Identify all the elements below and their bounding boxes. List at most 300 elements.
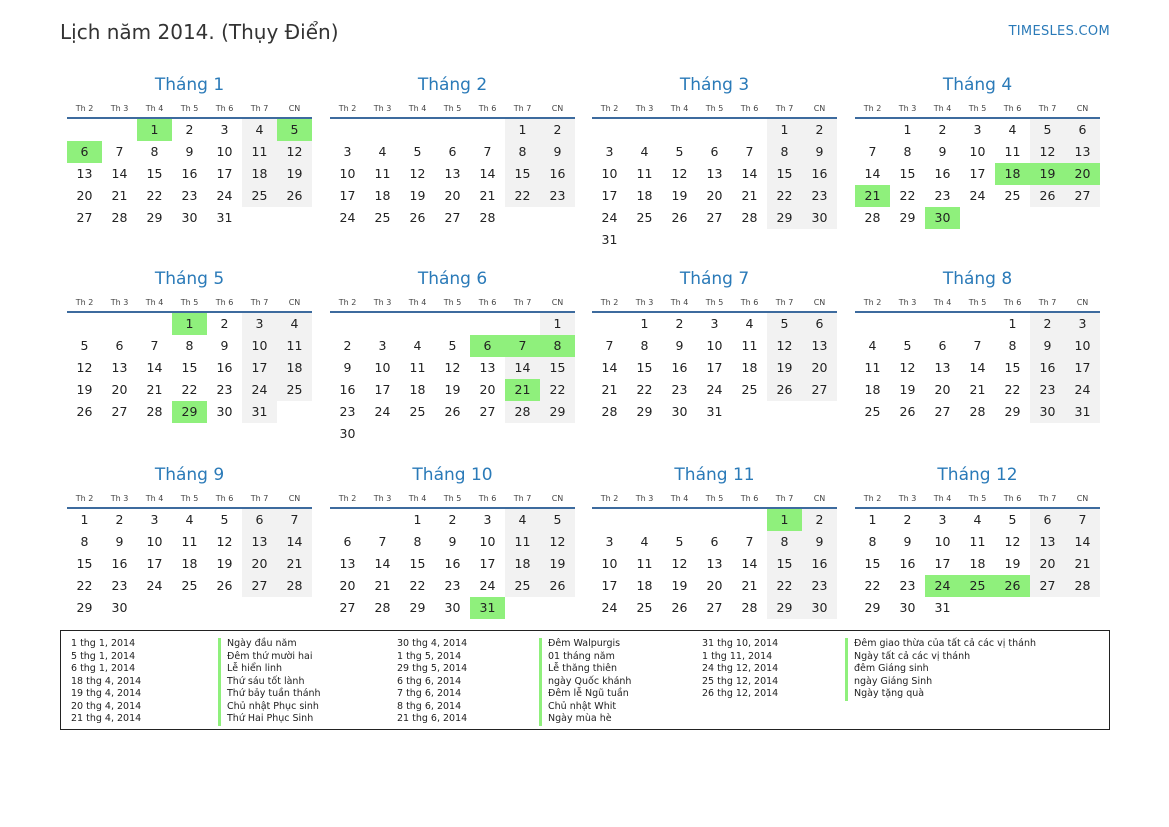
day-cell[interactable]: 4 <box>505 509 540 531</box>
day-cell[interactable]: 19 <box>277 163 312 185</box>
day-cell[interactable]: 13 <box>444 166 461 181</box>
day-cell[interactable]: 21 <box>374 578 391 593</box>
holiday-day-cell[interactable]: 21 <box>505 379 540 401</box>
day-cell[interactable]: 1 <box>640 316 649 331</box>
day-cell[interactable]: 12 <box>671 166 688 181</box>
day-cell[interactable]: 14 <box>969 360 986 375</box>
day-cell[interactable]: 10 <box>479 534 496 549</box>
day-cell[interactable]: 5 <box>903 338 912 353</box>
day-cell[interactable]: 28 <box>111 210 128 225</box>
day-cell[interactable]: 2 <box>115 512 124 527</box>
day-cell[interactable]: 14 <box>277 531 312 553</box>
day-cell[interactable]: 28 <box>969 404 986 419</box>
day-cell[interactable]: 14 <box>505 357 540 379</box>
day-cell[interactable]: 26 <box>767 379 802 401</box>
day-cell[interactable]: 24 <box>1065 379 1100 401</box>
day-cell[interactable]: 3 <box>938 512 947 527</box>
day-cell[interactable]: 11 <box>636 556 653 571</box>
day-cell[interactable]: 7 <box>605 338 614 353</box>
holiday-day-cell[interactable]: 1 <box>172 313 207 335</box>
day-cell[interactable]: 7 <box>150 338 159 353</box>
day-cell[interactable]: 13 <box>1030 531 1065 553</box>
day-cell[interactable]: 24 <box>242 379 277 401</box>
day-cell[interactable]: 2 <box>802 119 837 141</box>
day-cell[interactable]: 27 <box>706 600 723 615</box>
holiday-day-cell[interactable]: 5 <box>277 119 312 141</box>
day-cell[interactable]: 24 <box>216 188 233 203</box>
day-cell[interactable]: 16 <box>802 163 837 185</box>
day-cell[interactable]: 24 <box>479 578 496 593</box>
day-cell[interactable]: 19 <box>671 188 688 203</box>
holiday-day-cell[interactable]: 7 <box>505 335 540 357</box>
day-cell[interactable]: 1 <box>505 119 540 141</box>
day-cell[interactable]: 3 <box>378 338 387 353</box>
day-cell[interactable]: 20 <box>934 382 951 397</box>
day-cell[interactable]: 6 <box>710 534 719 549</box>
day-cell[interactable]: 18 <box>277 357 312 379</box>
day-cell[interactable]: 4 <box>640 144 649 159</box>
holiday-day-cell[interactable]: 20 <box>1065 163 1100 185</box>
day-cell[interactable]: 20 <box>76 188 93 203</box>
day-cell[interactable]: 28 <box>864 210 881 225</box>
day-cell[interactable]: 13 <box>76 166 93 181</box>
day-cell[interactable]: 5 <box>767 313 802 335</box>
day-cell[interactable]: 15 <box>767 163 802 185</box>
day-cell[interactable]: 17 <box>934 556 951 571</box>
holiday-day-cell[interactable]: 30 <box>925 207 960 229</box>
day-cell[interactable]: 9 <box>185 144 194 159</box>
day-cell[interactable]: 17 <box>339 188 356 203</box>
day-cell[interactable]: 29 <box>1004 404 1021 419</box>
day-cell[interactable]: 14 <box>479 166 496 181</box>
day-cell[interactable]: 10 <box>969 144 986 159</box>
day-cell[interactable]: 28 <box>741 600 758 615</box>
day-cell[interactable]: 4 <box>1008 122 1017 137</box>
day-cell[interactable]: 27 <box>706 210 723 225</box>
day-cell[interactable]: 14 <box>1065 531 1100 553</box>
day-cell[interactable]: 2 <box>448 512 457 527</box>
day-cell[interactable]: 2 <box>540 119 575 141</box>
day-cell[interactable]: 17 <box>146 556 163 571</box>
holiday-day-cell[interactable]: 24 <box>925 575 960 597</box>
day-cell[interactable]: 18 <box>374 188 391 203</box>
day-cell[interactable]: 14 <box>601 360 618 375</box>
day-cell[interactable]: 13 <box>339 556 356 571</box>
day-cell[interactable]: 15 <box>146 166 163 181</box>
day-cell[interactable]: 10 <box>601 166 618 181</box>
holiday-day-cell[interactable]: 26 <box>995 575 1030 597</box>
day-cell[interactable]: 15 <box>181 360 198 375</box>
day-cell[interactable]: 3 <box>605 144 614 159</box>
day-cell[interactable]: 13 <box>802 335 837 357</box>
day-cell[interactable]: 19 <box>216 556 233 571</box>
day-cell[interactable]: 24 <box>146 578 163 593</box>
day-cell[interactable]: 28 <box>601 404 618 419</box>
day-cell[interactable]: 25 <box>741 382 758 397</box>
day-cell[interactable]: 17 <box>601 188 618 203</box>
day-cell[interactable]: 4 <box>868 338 877 353</box>
day-cell[interactable]: 19 <box>1004 556 1021 571</box>
day-cell[interactable]: 2 <box>1030 313 1065 335</box>
day-cell[interactable]: 25 <box>636 210 653 225</box>
day-cell[interactable]: 6 <box>710 144 719 159</box>
day-cell[interactable]: 28 <box>741 210 758 225</box>
day-cell[interactable]: 8 <box>150 144 159 159</box>
day-cell[interactable]: 22 <box>767 575 802 597</box>
day-cell[interactable]: 8 <box>1008 338 1017 353</box>
day-cell[interactable]: 21 <box>1065 553 1100 575</box>
day-cell[interactable]: 19 <box>671 578 688 593</box>
day-cell[interactable]: 8 <box>185 338 194 353</box>
day-cell[interactable]: 25 <box>242 185 277 207</box>
day-cell[interactable]: 27 <box>76 210 93 225</box>
day-cell[interactable]: 19 <box>767 357 802 379</box>
day-cell[interactable]: 28 <box>505 401 540 423</box>
day-cell[interactable]: 3 <box>973 122 982 137</box>
day-cell[interactable]: 22 <box>767 185 802 207</box>
day-cell[interactable]: 7 <box>868 144 877 159</box>
day-cell[interactable]: 21 <box>111 188 128 203</box>
day-cell[interactable]: 29 <box>899 210 916 225</box>
holiday-day-cell[interactable]: 1 <box>137 119 172 141</box>
day-cell[interactable]: 19 <box>76 382 93 397</box>
day-cell[interactable]: 6 <box>343 534 352 549</box>
day-cell[interactable]: 15 <box>505 163 540 185</box>
day-cell[interactable]: 10 <box>934 534 951 549</box>
day-cell[interactable]: 26 <box>671 600 688 615</box>
day-cell[interactable]: 4 <box>378 144 387 159</box>
day-cell[interactable]: 5 <box>413 144 422 159</box>
day-cell[interactable]: 3 <box>483 512 492 527</box>
day-cell[interactable]: 12 <box>444 360 461 375</box>
day-cell[interactable]: 11 <box>741 338 758 353</box>
day-cell[interactable]: 11 <box>636 166 653 181</box>
day-cell[interactable]: 29 <box>767 597 802 619</box>
day-cell[interactable]: 9 <box>448 534 457 549</box>
day-cell[interactable]: 3 <box>343 144 352 159</box>
day-cell[interactable]: 2 <box>675 316 684 331</box>
day-cell[interactable]: 16 <box>671 360 688 375</box>
day-cell[interactable]: 8 <box>80 534 89 549</box>
day-cell[interactable]: 21 <box>601 382 618 397</box>
day-cell[interactable]: 5 <box>220 512 229 527</box>
day-cell[interactable]: 24 <box>339 210 356 225</box>
day-cell[interactable]: 15 <box>76 556 93 571</box>
day-cell[interactable]: 11 <box>277 335 312 357</box>
day-cell[interactable]: 7 <box>483 144 492 159</box>
day-cell[interactable]: 20 <box>339 578 356 593</box>
day-cell[interactable]: 20 <box>802 357 837 379</box>
day-cell[interactable]: 28 <box>277 575 312 597</box>
day-cell[interactable]: 5 <box>80 338 89 353</box>
day-cell[interactable]: 23 <box>444 578 461 593</box>
day-cell[interactable]: 10 <box>339 166 356 181</box>
day-cell[interactable]: 11 <box>1004 144 1021 159</box>
day-cell[interactable]: 4 <box>277 313 312 335</box>
day-cell[interactable]: 7 <box>378 534 387 549</box>
day-cell[interactable]: 24 <box>374 404 391 419</box>
day-cell[interactable]: 16 <box>934 166 951 181</box>
holiday-day-cell[interactable]: 31 <box>470 597 505 619</box>
day-cell[interactable]: 9 <box>802 141 837 163</box>
day-cell[interactable]: 17 <box>706 360 723 375</box>
day-cell[interactable]: 5 <box>540 509 575 531</box>
day-cell[interactable]: 9 <box>1030 335 1065 357</box>
day-cell[interactable]: 6 <box>938 338 947 353</box>
holiday-day-cell[interactable]: 1 <box>767 509 802 531</box>
day-cell[interactable]: 10 <box>242 335 277 357</box>
day-cell[interactable]: 19 <box>409 188 426 203</box>
day-cell[interactable]: 29 <box>636 404 653 419</box>
day-cell[interactable]: 10 <box>1065 335 1100 357</box>
day-cell[interactable]: 3 <box>1065 313 1100 335</box>
day-cell[interactable]: 16 <box>540 163 575 185</box>
day-cell[interactable]: 13 <box>934 360 951 375</box>
day-cell[interactable]: 12 <box>1030 141 1065 163</box>
day-cell[interactable]: 26 <box>444 404 461 419</box>
day-cell[interactable]: 30 <box>216 404 233 419</box>
day-cell[interactable]: 5 <box>448 338 457 353</box>
day-cell[interactable]: 17 <box>216 166 233 181</box>
day-cell[interactable]: 27 <box>934 404 951 419</box>
day-cell[interactable]: 28 <box>479 210 496 225</box>
day-cell[interactable]: 31 <box>706 404 723 419</box>
day-cell[interactable]: 11 <box>864 360 881 375</box>
day-cell[interactable]: 13 <box>1065 141 1100 163</box>
day-cell[interactable]: 14 <box>741 166 758 181</box>
day-cell[interactable]: 11 <box>969 534 986 549</box>
day-cell[interactable]: 11 <box>374 166 391 181</box>
day-cell[interactable]: 22 <box>505 185 540 207</box>
day-cell[interactable]: 11 <box>242 141 277 163</box>
day-cell[interactable]: 18 <box>969 556 986 571</box>
day-cell[interactable]: 30 <box>802 597 837 619</box>
day-cell[interactable]: 9 <box>675 338 684 353</box>
day-cell[interactable]: 25 <box>636 600 653 615</box>
day-cell[interactable]: 16 <box>111 556 128 571</box>
day-cell[interactable]: 9 <box>343 360 352 375</box>
day-cell[interactable]: 8 <box>413 534 422 549</box>
day-cell[interactable]: 25 <box>1004 188 1021 203</box>
day-cell[interactable]: 15 <box>540 357 575 379</box>
day-cell[interactable]: 15 <box>864 556 881 571</box>
day-cell[interactable]: 1 <box>540 313 575 335</box>
day-cell[interactable]: 30 <box>671 404 688 419</box>
day-cell[interactable]: 19 <box>444 382 461 397</box>
day-cell[interactable]: 13 <box>242 531 277 553</box>
day-cell[interactable]: 27 <box>339 600 356 615</box>
holiday-day-cell[interactable]: 19 <box>1030 163 1065 185</box>
day-cell[interactable]: 3 <box>605 534 614 549</box>
day-cell[interactable]: 12 <box>409 166 426 181</box>
holiday-day-cell[interactable]: 21 <box>855 185 890 207</box>
day-cell[interactable]: 15 <box>767 553 802 575</box>
day-cell[interactable]: 4 <box>745 316 754 331</box>
day-cell[interactable]: 8 <box>505 141 540 163</box>
day-cell[interactable]: 25 <box>409 404 426 419</box>
day-cell[interactable]: 15 <box>636 360 653 375</box>
day-cell[interactable]: 2 <box>903 512 912 527</box>
day-cell[interactable]: 7 <box>1065 509 1100 531</box>
day-cell[interactable]: 21 <box>479 188 496 203</box>
day-cell[interactable]: 8 <box>903 144 912 159</box>
day-cell[interactable]: 10 <box>374 360 391 375</box>
day-cell[interactable]: 12 <box>277 141 312 163</box>
day-cell[interactable]: 12 <box>76 360 93 375</box>
day-cell[interactable]: 2 <box>343 338 352 353</box>
day-cell[interactable]: 29 <box>409 600 426 615</box>
day-cell[interactable]: 11 <box>505 531 540 553</box>
day-cell[interactable]: 18 <box>505 553 540 575</box>
day-cell[interactable]: 3 <box>242 313 277 335</box>
day-cell[interactable]: 8 <box>868 534 877 549</box>
day-cell[interactable]: 23 <box>181 188 198 203</box>
day-cell[interactable]: 16 <box>1030 357 1065 379</box>
day-cell[interactable]: 12 <box>216 534 233 549</box>
day-cell[interactable]: 29 <box>767 207 802 229</box>
day-cell[interactable]: 23 <box>802 185 837 207</box>
day-cell[interactable]: 6 <box>448 144 457 159</box>
day-cell[interactable]: 3 <box>150 512 159 527</box>
day-cell[interactable]: 17 <box>969 166 986 181</box>
day-cell[interactable]: 13 <box>706 166 723 181</box>
day-cell[interactable]: 27 <box>479 404 496 419</box>
day-cell[interactable]: 20 <box>111 382 128 397</box>
day-cell[interactable]: 31 <box>216 210 233 225</box>
holiday-day-cell[interactable]: 8 <box>540 335 575 357</box>
day-cell[interactable]: 7 <box>745 144 754 159</box>
day-cell[interactable]: 4 <box>973 512 982 527</box>
holiday-day-cell[interactable]: 29 <box>172 401 207 423</box>
day-cell[interactable]: 27 <box>111 404 128 419</box>
day-cell[interactable]: 20 <box>706 578 723 593</box>
day-cell[interactable]: 31 <box>242 401 277 423</box>
day-cell[interactable]: 5 <box>1008 512 1017 527</box>
day-cell[interactable]: 20 <box>1030 553 1065 575</box>
day-cell[interactable]: 23 <box>671 382 688 397</box>
day-cell[interactable]: 21 <box>277 553 312 575</box>
day-cell[interactable]: 17 <box>479 556 496 571</box>
day-cell[interactable]: 23 <box>216 382 233 397</box>
day-cell[interactable]: 27 <box>1065 185 1100 207</box>
day-cell[interactable]: 16 <box>899 556 916 571</box>
day-cell[interactable]: 5 <box>675 534 684 549</box>
day-cell[interactable]: 9 <box>115 534 124 549</box>
day-cell[interactable]: 6 <box>1065 119 1100 141</box>
day-cell[interactable]: 17 <box>1065 357 1100 379</box>
day-cell[interactable]: 6 <box>115 338 124 353</box>
day-cell[interactable]: 12 <box>767 335 802 357</box>
day-cell[interactable]: 26 <box>409 210 426 225</box>
day-cell[interactable]: 30 <box>802 207 837 229</box>
day-cell[interactable]: 18 <box>636 188 653 203</box>
day-cell[interactable]: 15 <box>409 556 426 571</box>
day-cell[interactable]: 16 <box>802 553 837 575</box>
day-cell[interactable]: 20 <box>444 188 461 203</box>
site-link[interactable]: TIMESLES.COM <box>1008 24 1110 39</box>
day-cell[interactable]: 2 <box>220 316 229 331</box>
day-cell[interactable]: 8 <box>640 338 649 353</box>
day-cell[interactable]: 2 <box>938 122 947 137</box>
day-cell[interactable]: 11 <box>409 360 426 375</box>
day-cell[interactable]: 29 <box>146 210 163 225</box>
day-cell[interactable]: 7 <box>277 509 312 531</box>
day-cell[interactable]: 14 <box>111 166 128 181</box>
day-cell[interactable]: 9 <box>903 534 912 549</box>
day-cell[interactable]: 2 <box>802 509 837 531</box>
day-cell[interactable]: 1 <box>903 122 912 137</box>
day-cell[interactable]: 28 <box>374 600 391 615</box>
day-cell[interactable]: 26 <box>1030 185 1065 207</box>
day-cell[interactable]: 6 <box>242 509 277 531</box>
day-cell[interactable]: 6 <box>802 313 837 335</box>
day-cell[interactable]: 22 <box>1004 382 1021 397</box>
day-cell[interactable]: 9 <box>220 338 229 353</box>
day-cell[interactable]: 17 <box>374 382 391 397</box>
day-cell[interactable]: 29 <box>540 401 575 423</box>
day-cell[interactable]: 15 <box>899 166 916 181</box>
day-cell[interactable]: 13 <box>706 556 723 571</box>
day-cell[interactable]: 7 <box>973 338 982 353</box>
day-cell[interactable]: 18 <box>864 382 881 397</box>
day-cell[interactable]: 24 <box>969 188 986 203</box>
day-cell[interactable]: 9 <box>802 531 837 553</box>
day-cell[interactable]: 22 <box>636 382 653 397</box>
day-cell[interactable]: 28 <box>1065 575 1100 597</box>
day-cell[interactable]: 17 <box>242 357 277 379</box>
day-cell[interactable]: 26 <box>671 210 688 225</box>
day-cell[interactable]: 14 <box>146 360 163 375</box>
day-cell[interactable]: 23 <box>934 188 951 203</box>
day-cell[interactable]: 14 <box>374 556 391 571</box>
day-cell[interactable]: 30 <box>339 426 356 441</box>
day-cell[interactable]: 7 <box>115 144 124 159</box>
day-cell[interactable]: 16 <box>181 166 198 181</box>
day-cell[interactable]: 26 <box>277 185 312 207</box>
day-cell[interactable]: 9 <box>540 141 575 163</box>
day-cell[interactable]: 10 <box>601 556 618 571</box>
day-cell[interactable]: 10 <box>146 534 163 549</box>
day-cell[interactable]: 28 <box>146 404 163 419</box>
day-cell[interactable]: 10 <box>216 144 233 159</box>
day-cell[interactable]: 22 <box>864 578 881 593</box>
day-cell[interactable]: 18 <box>741 360 758 375</box>
day-cell[interactable]: 23 <box>111 578 128 593</box>
day-cell[interactable]: 26 <box>76 404 93 419</box>
day-cell[interactable]: 27 <box>444 210 461 225</box>
day-cell[interactable]: 21 <box>741 188 758 203</box>
day-cell[interactable]: 30 <box>1030 401 1065 423</box>
day-cell[interactable]: 6 <box>1030 509 1065 531</box>
day-cell[interactable]: 3 <box>220 122 229 137</box>
day-cell[interactable]: 17 <box>601 578 618 593</box>
day-cell[interactable]: 21 <box>741 578 758 593</box>
day-cell[interactable]: 31 <box>934 600 951 615</box>
day-cell[interactable]: 19 <box>540 553 575 575</box>
day-cell[interactable]: 20 <box>242 553 277 575</box>
day-cell[interactable]: 30 <box>444 600 461 615</box>
day-cell[interactable]: 25 <box>864 404 881 419</box>
day-cell[interactable]: 18 <box>242 163 277 185</box>
day-cell[interactable]: 24 <box>601 210 618 225</box>
day-cell[interactable]: 16 <box>339 382 356 397</box>
day-cell[interactable]: 22 <box>540 379 575 401</box>
day-cell[interactable]: 1 <box>80 512 89 527</box>
day-cell[interactable]: 29 <box>864 600 881 615</box>
day-cell[interactable]: 30 <box>111 600 128 615</box>
day-cell[interactable]: 8 <box>767 531 802 553</box>
day-cell[interactable]: 20 <box>479 382 496 397</box>
